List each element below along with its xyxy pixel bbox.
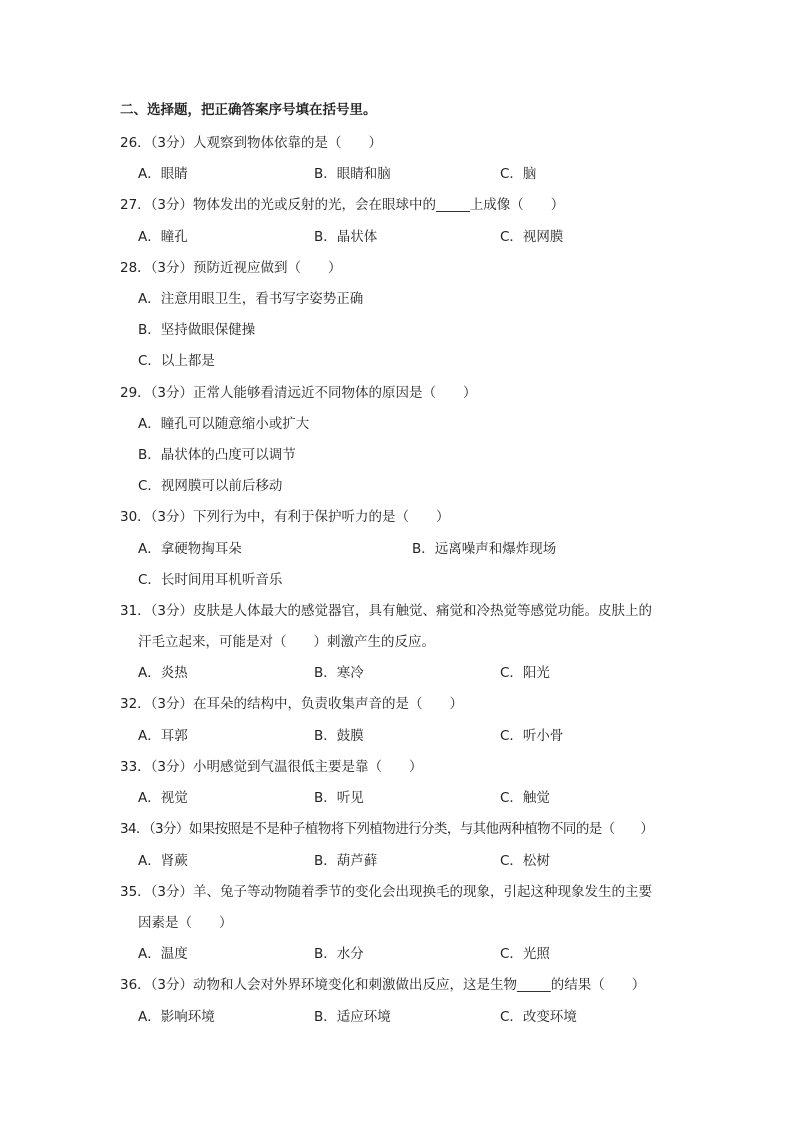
question-32-option-b: B．鼓膜 (314, 728, 364, 744)
question-27-option-c: C．视网膜 (500, 229, 564, 245)
question-31-option-b: B．寒冷 (314, 665, 364, 681)
question-36-option-b: B．适应环境 (314, 1009, 391, 1025)
question-26-option-b: B．眼睛和脑 (314, 166, 391, 182)
question-31-stem-continued: 汗毛立起来，可能是对（ ）刺激产生的反应。 (138, 634, 435, 650)
question-33-option-a: A．视觉 (138, 790, 188, 806)
question-36-option-c: C．改变环境 (500, 1009, 577, 1025)
question-27-option-a: A．瞳孔 (138, 229, 188, 245)
question-26-option-c: C．脑 (500, 166, 537, 182)
question-30-option-c: C．长时间用耳机听音乐 (138, 572, 283, 588)
question-35-stem-continued: 因素是（ ） (138, 915, 233, 931)
question-27-stem: 27．（3分）物体发出的光或反射的光，会在眼球中的_____上成像（ ） (120, 197, 565, 213)
question-28-option-c: C．以上都是 (138, 353, 215, 369)
question-33-option-c: C．触觉 (500, 790, 550, 806)
question-28-option-a: A．注意用眼卫生，看书写字姿势正确 (138, 291, 364, 307)
question-27-option-b: B．晶状体 (314, 229, 378, 245)
question-29-stem: 29．（3分）正常人能够看清远近不同物体的原因是（ ） (120, 385, 477, 401)
question-31-stem: 31．（3分）皮肤是人体最大的感觉器官，具有触觉、痛觉和冷热觉等感觉功能。皮肤上的 (120, 603, 653, 619)
question-29-option-c: C．视网膜可以前后移动 (138, 478, 283, 494)
question-34-option-a: A．肾蕨 (138, 853, 188, 869)
question-35-option-a: A．温度 (138, 946, 188, 962)
question-36-option-a: A．影响环境 (138, 1009, 215, 1025)
question-28-option-b: B．坚持做眼保健操 (138, 322, 256, 338)
question-32-option-a: A．耳郭 (138, 728, 188, 744)
question-34-stem: 34．（3分）如果按照是不是种子植物将下列植物进行分类，与其他两种植物不同的是（ ） (120, 821, 654, 837)
section-title: 二、选择题，把正确答案序号填在括号里。 (120, 102, 377, 118)
question-26-option-a: A．眼睛 (138, 166, 188, 182)
question-36-stem: 36．（3分）动物和人会对外界环境变化和刺激做出反应，这是生物_____的结果（ ） (120, 977, 646, 993)
question-26-stem: 26．（3分）人观察到物体依靠的是（ ） (120, 135, 383, 151)
question-35-stem: 35．（3分）羊、兔子等动物随着季节的变化会出现换毛的现象，引起这种现象发生的主要 (120, 884, 653, 900)
question-33-stem: 33．（3分）小明感觉到气温很低主要是靠（ ） (120, 759, 423, 775)
question-32-stem: 32．（3分）在耳朵的结构中，负责收集声音的是（ ） (120, 696, 464, 712)
question-35-option-c: C．光照 (500, 946, 550, 962)
question-30-option-a: A．拿硬物掏耳朵 (138, 541, 242, 557)
question-30-option-b: B．远离噪声和爆炸现场 (412, 541, 557, 557)
question-35-option-b: B．水分 (314, 946, 364, 962)
question-29-option-b: B．晶状体的凸度可以调节 (138, 447, 296, 463)
question-33-option-b: B．听见 (314, 790, 364, 806)
question-31-option-c: C．阳光 (500, 665, 550, 681)
question-31-option-a: A．炎热 (138, 665, 188, 681)
question-34-option-b: B．葫芦藓 (314, 853, 378, 869)
question-32-option-c: C．听小骨 (500, 728, 564, 744)
question-28-stem: 28．（3分）预防近视应做到（ ） (120, 260, 342, 276)
question-34-option-c: C．松树 (500, 853, 550, 869)
question-30-stem: 30．（3分）下列行为中，有利于保护听力的是（ ） (120, 509, 450, 525)
question-29-option-a: A．瞳孔可以随意缩小或扩大 (138, 416, 310, 432)
